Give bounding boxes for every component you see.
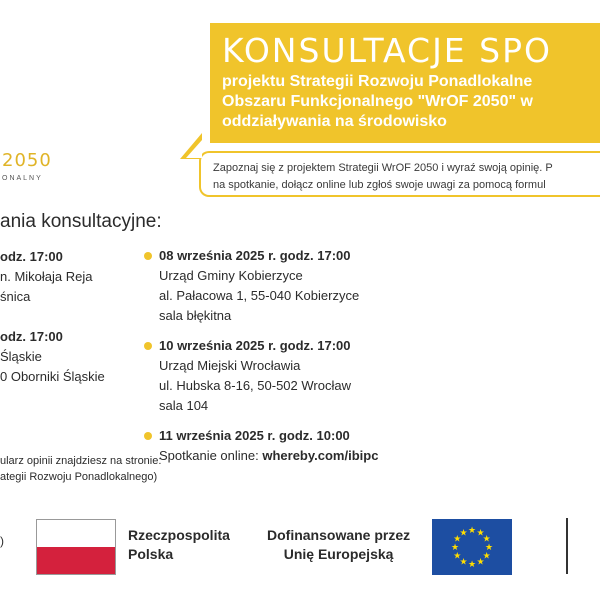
- event-line: sala 104: [159, 398, 209, 413]
- footer-divider: [566, 518, 568, 574]
- decorative-figure-art: [588, 296, 600, 416]
- callout-line: Zapoznaj się z projektem Strategii WrOF 2050 i wyraź swoją opinię. P: [213, 162, 553, 174]
- event-line: [159, 446, 401, 466]
- eu-star-icon: ★: [476, 556, 485, 567]
- eu-star-icon: ★: [476, 527, 485, 538]
- section-heading: ania konsultacyjne:: [0, 211, 162, 232]
- right-events: [141, 246, 401, 476]
- online-label: Spotkanie online:: [159, 448, 263, 463]
- eu-line: Unię Europejską: [283, 546, 394, 562]
- subtitle-line: oddziaływania na środowisko: [222, 113, 447, 130]
- meeting-link[interactable]: whereby.com/ibipc: [262, 448, 379, 463]
- list-item: [141, 336, 401, 416]
- subtitle-line: projektu Strategii Rozwoju Ponadlokalne: [222, 73, 533, 90]
- rp-line: Polska: [128, 546, 174, 562]
- event-date: odz. 17:00: [0, 249, 63, 264]
- subtitle: [222, 72, 600, 132]
- event-date: 10 września 2025 r. godz. 17:00: [159, 338, 351, 353]
- rp-label: [128, 526, 230, 564]
- note-line: ategii Rozwoju Ponadlokalnego): [0, 471, 158, 483]
- event-date: 11 września 2025 r. godz. 10:00: [159, 428, 350, 443]
- list-item: [141, 426, 401, 466]
- footer-fragment: ): [0, 534, 4, 548]
- wrof-logo: [0, 150, 60, 190]
- poland-flag-icon: [36, 519, 116, 575]
- event-date: odz. 17:00: [0, 329, 63, 344]
- eu-star-icon: ★: [450, 542, 460, 552]
- eu-label: [267, 526, 410, 564]
- eu-star-icon: ★: [482, 533, 491, 544]
- event-line: ul. Hubska 8-16, 50-502 Wrocław: [159, 378, 351, 393]
- bullet-icon: [144, 342, 152, 350]
- logo-tagline: ONALNY: [2, 175, 43, 182]
- eu-star-icon: ★: [482, 550, 491, 561]
- eu-star-icon: ★: [467, 559, 477, 569]
- bullet-icon: [144, 432, 152, 440]
- callout-text: [213, 160, 553, 194]
- event-line: 0 Oborniki Śląskie: [0, 369, 105, 384]
- eu-star-icon: ★: [459, 556, 468, 567]
- list-item: [0, 247, 140, 307]
- event-line: Urząd Gminy Kobierzyce: [159, 268, 303, 283]
- eu-star-icon: ★: [453, 533, 462, 544]
- event-line: Śląskie: [0, 349, 42, 364]
- left-events: [0, 247, 140, 407]
- eu-flag-icon: [432, 519, 512, 575]
- event-line: Urząd Miejski Wrocławia: [159, 358, 301, 373]
- list-item: [141, 246, 401, 326]
- eu-star-icon: ★: [453, 550, 462, 561]
- event-date: 08 września 2025 r. godz. 17:00: [159, 248, 351, 263]
- eu-star-icon: ★: [484, 542, 494, 552]
- event-line: sala błękitna: [159, 308, 232, 323]
- rp-line: Rzeczpospolita: [128, 527, 230, 543]
- subtitle-line: Obszaru Funkcjonalnego "WrOF 2050" w: [222, 93, 533, 110]
- bullet-icon: [144, 252, 152, 260]
- note-line: ularz opinii znajdziesz na stronie:: [0, 455, 162, 467]
- callout-line: na spotkanie, dołącz online lub zgłoś swoje uwagi za pomocą formul: [213, 179, 546, 191]
- eu-star-icon: ★: [467, 525, 477, 535]
- list-item: [0, 327, 140, 387]
- event-line: śnica: [0, 289, 31, 304]
- event-line: al. Pałacowa 1, 55-040 Kobierzyce: [159, 288, 360, 303]
- eu-star-icon: ★: [459, 527, 468, 538]
- event-line: n. Mikołaja Reja: [0, 269, 93, 284]
- eu-line: Dofinansowane przez: [267, 527, 411, 543]
- page-title: KONSULTACJE SPO: [222, 31, 552, 70]
- form-note: [0, 453, 161, 485]
- logo-number: 2050: [2, 150, 52, 171]
- callout-tail-inner: [186, 140, 202, 158]
